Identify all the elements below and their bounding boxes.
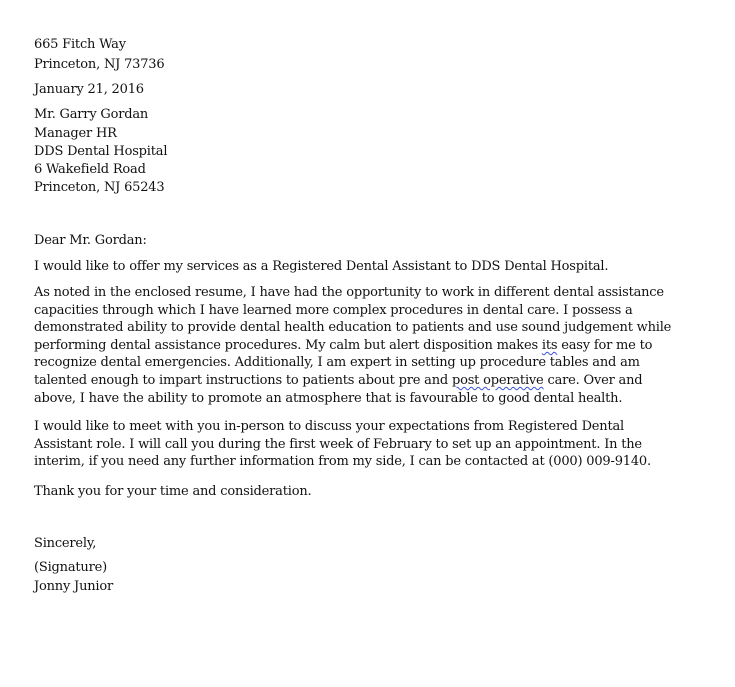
signature-placeholder: (Signature) xyxy=(34,560,107,575)
paragraph-2 xyxy=(34,284,696,407)
paragraph-3-line: I would like to meet with you in-person to discuss your expectations from Registered Dental xyxy=(34,419,625,434)
recipient-name: Mr. Garry Gordan xyxy=(34,107,149,122)
paragraph-2-line: above, I have the ability to promote an atmosphere that is favourable to good dental health. xyxy=(34,390,623,406)
spellcheck-flag[interactable]: post operative xyxy=(451,372,544,388)
paragraph-2-line: capacities through which I have learned more complex procedures in dental care. I possess a xyxy=(34,302,633,318)
sender-city: Princeton, NJ 73736 xyxy=(34,57,165,72)
recipient-title: Manager HR xyxy=(34,126,117,141)
sender-street: 665 Fitch Way xyxy=(34,37,126,52)
spellcheck-flag[interactable]: its xyxy=(541,337,558,353)
recipient-city: Princeton, NJ 65243 xyxy=(34,180,165,195)
salutation: Dear Mr. Gordan: xyxy=(34,233,147,248)
paragraph-1: I would like to offer my services as a Registered Dental Assistant to DDS Dental Hospital. xyxy=(34,259,609,274)
paragraph-4: Thank you for your time and consideration. xyxy=(34,484,312,499)
paragraph-2-line: demonstrated ability to provide dental health education to patients and use sound judgement while xyxy=(34,320,672,336)
paragraph-3 xyxy=(34,418,696,471)
paragraph-3-line: Assistant role. I will call you during the first week of February to set up an appointment. In the xyxy=(34,436,642,452)
recipient-organization: DDS Dental Hospital xyxy=(34,144,168,159)
recipient-street: 6 Wakefield Road xyxy=(34,162,146,177)
closing: Sincerely, xyxy=(34,536,97,551)
paragraph-3-line: interim, if you need any further information from my side, I can be contacted at (000) 009-9140. xyxy=(34,454,651,470)
paragraph-2-line: talented enough to impart instructions to patients about pre and post operative care. Over and xyxy=(34,372,643,388)
signer-name: Jonny Junior xyxy=(34,579,114,594)
paragraph-2-line: As noted in the enclosed resume, I have had the opportunity to work in different dental assistance xyxy=(34,285,664,300)
letter-date: January 21, 2016 xyxy=(34,82,144,97)
paragraph-2-line: recognize dental emergencies. Additionally, I am expert in setting up procedure tables and am xyxy=(34,355,640,371)
paragraph-2-line: performing dental assistance procedures. My calm but alert disposition makes its easy for me to xyxy=(34,337,653,353)
